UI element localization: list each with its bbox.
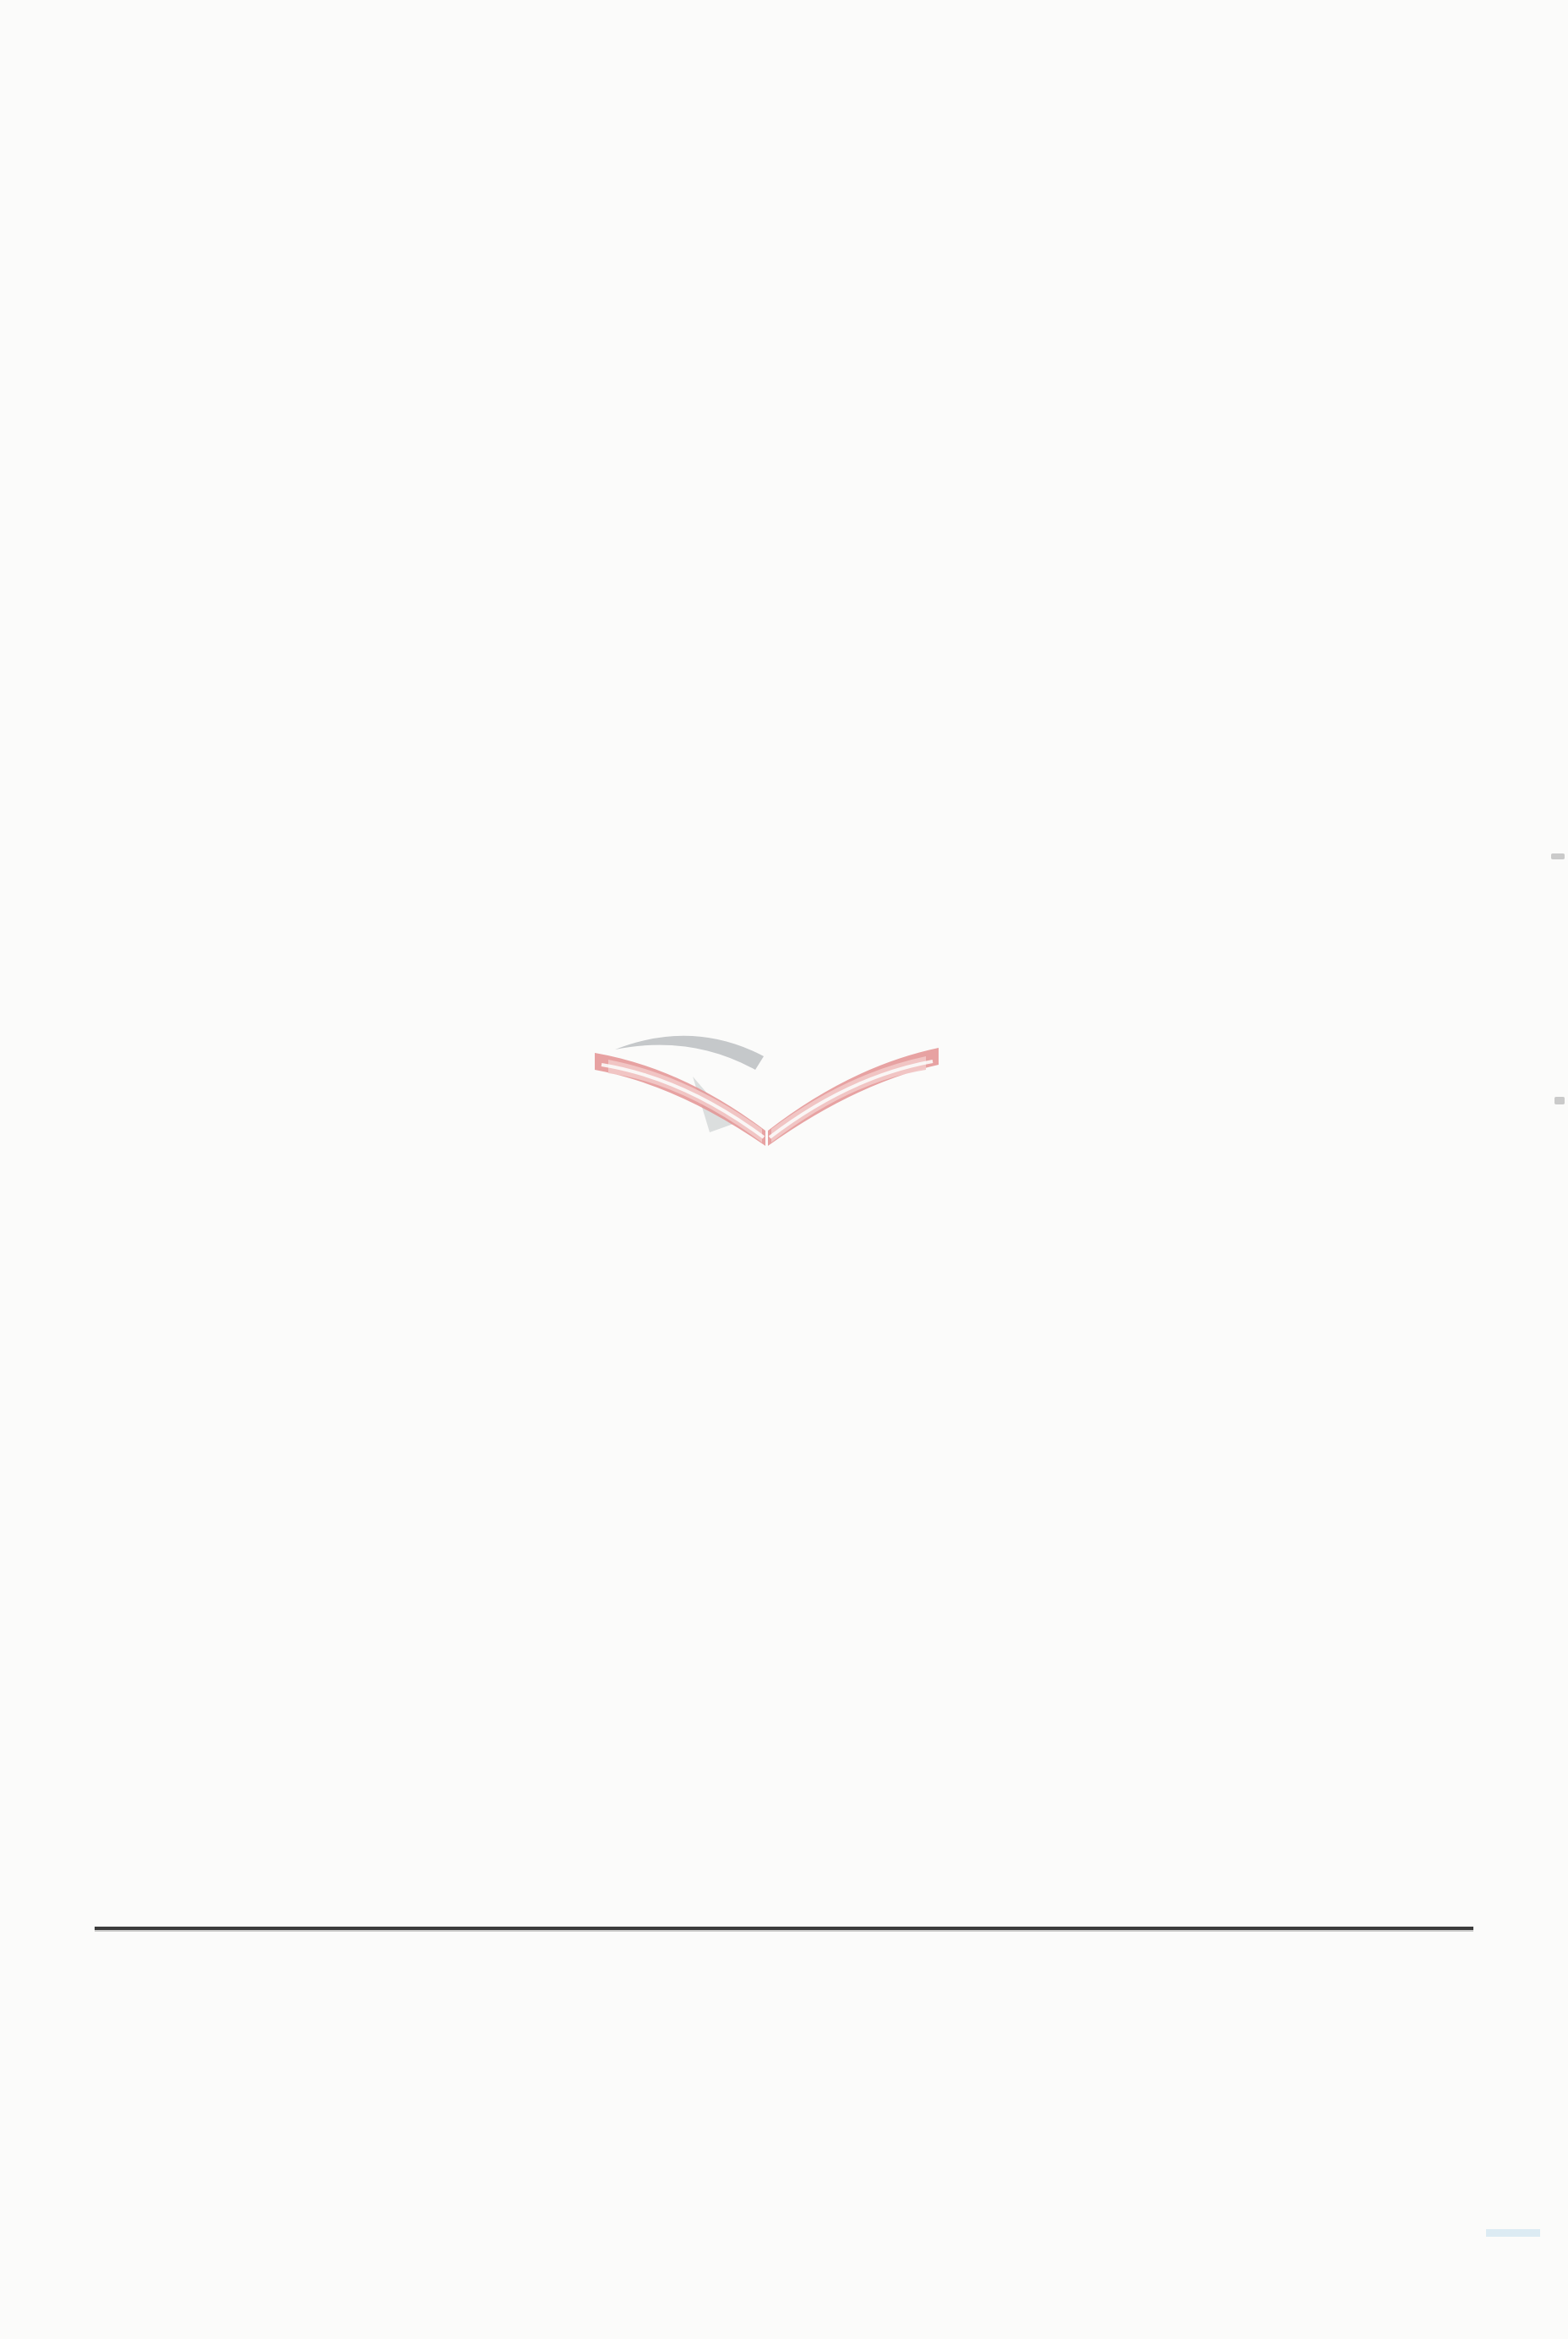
page-number-badge <box>1484 2238 1540 2294</box>
article-body <box>95 264 1480 1937</box>
badge-shadow <box>1486 2229 1540 2237</box>
scan-artifact <box>1554 1097 1565 1104</box>
footnotes <box>95 1952 1480 2231</box>
scan-artifact <box>1551 853 1565 859</box>
footnote-divider <box>95 1927 1473 1930</box>
